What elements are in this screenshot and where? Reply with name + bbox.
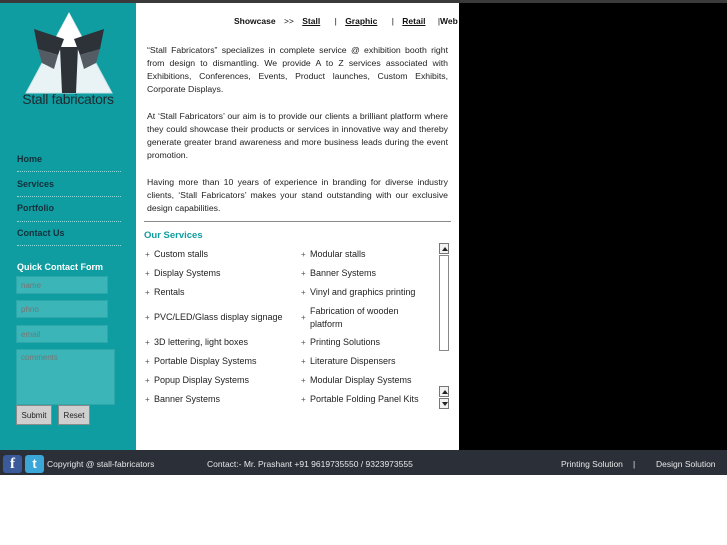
nav-divider	[17, 245, 121, 246]
nav-contact-us[interactable]: Contact Us	[17, 228, 65, 238]
link-separator: |	[334, 16, 337, 26]
scroll-thumb[interactable]	[439, 255, 449, 351]
copyright-text: Copyright @ stall-fabricators	[47, 459, 155, 469]
list-item: + Banner Systems	[145, 394, 221, 404]
arrow-up-icon	[442, 390, 448, 394]
right-blank-panel	[459, 3, 727, 450]
scroll-down-button[interactable]	[439, 398, 449, 409]
footer-separator: |	[633, 459, 636, 469]
bullet: +	[145, 288, 150, 297]
bullet: +	[145, 338, 150, 347]
bullet: +	[145, 250, 150, 259]
list-item: + PVC/LED/Glass display signage	[145, 312, 283, 322]
submit-button[interactable]: Submit	[16, 405, 52, 425]
bullet: +	[301, 288, 306, 297]
list-item: + Literature Dispensers	[301, 356, 396, 366]
list-item: + Banner Systems	[301, 268, 377, 278]
list-item: + Custom stalls	[145, 249, 209, 259]
list-item: + Printing Solutions	[301, 337, 381, 347]
arrows: >>	[283, 16, 294, 26]
main-content	[136, 3, 459, 450]
services-scrollbar[interactable]	[439, 243, 449, 409]
contact-text: Contact:- Mr. Prashant +91 9619735550 / 9323973555	[207, 459, 413, 469]
nav-services[interactable]: Services	[17, 179, 55, 189]
nav-home[interactable]: Home	[17, 154, 43, 164]
bullet: +	[301, 338, 306, 347]
web-link[interactable]: Web	[440, 16, 458, 26]
comments-textarea[interactable]	[16, 349, 115, 405]
bullet: +	[301, 250, 306, 259]
retail-link[interactable]: Retail	[402, 16, 426, 26]
top-links	[234, 16, 464, 26]
bullet: +	[145, 269, 150, 278]
phone-input[interactable]	[16, 300, 108, 318]
list-item: + 3D lettering, light boxes	[145, 337, 249, 347]
nav-portfolio[interactable]: Portfolio	[17, 203, 54, 213]
list-item: + Modular Display Systems	[301, 375, 412, 385]
sidebar	[0, 3, 136, 450]
bullet: +	[301, 357, 306, 366]
list-item: +Fabrication of wooden platform	[301, 306, 399, 329]
quick-contact-title: Quick Contact Form	[17, 262, 104, 272]
list-item: + Portable Display Systems	[145, 356, 257, 366]
arrow-up-icon	[442, 247, 448, 251]
showcase-label: Showcase	[234, 16, 276, 26]
stall-link[interactable]: Stall	[302, 16, 321, 26]
list-item: + Modular stalls	[301, 249, 366, 259]
nav-divider	[17, 171, 121, 172]
nav-divider	[17, 196, 121, 197]
list-item: + Portable Folding Panel Kits	[301, 394, 419, 404]
bullet: +	[301, 376, 306, 385]
scroll-up-button[interactable]	[439, 386, 449, 397]
name-input[interactable]	[16, 276, 108, 294]
design-solution-link[interactable]: Design Solution	[656, 459, 716, 469]
bullet: +	[145, 395, 150, 404]
logo-text: Stall fabricators	[22, 91, 114, 107]
link-separator: |	[391, 16, 394, 26]
scroll-up-button[interactable]	[439, 243, 449, 254]
printing-solution-link[interactable]: Printing Solution	[561, 459, 623, 469]
bullet: +	[301, 313, 306, 322]
link-separator: |	[437, 16, 441, 26]
section-divider	[144, 221, 451, 222]
facebook-icon[interactable]: f	[3, 455, 22, 473]
reset-button[interactable]: Reset	[58, 405, 90, 425]
list-item: + Display Systems	[145, 268, 221, 278]
list-item: + Vinyl and graphics printing	[301, 287, 416, 297]
bullet: +	[145, 376, 150, 385]
list-item: + Rentals	[145, 287, 185, 297]
arrow-down-icon	[442, 402, 448, 406]
bullet: +	[301, 395, 306, 404]
bullet: +	[145, 313, 150, 322]
email-input[interactable]	[16, 325, 108, 343]
aim-paragraph: At ‘Stall Fabricators’ our aim is to provide our clients a brilliant platform where they could showcase their products or services in innovative way and thereby generate greater brand awareness and more business leads during the event promotion.	[147, 111, 448, 160]
graphic-link[interactable]: Graphic	[345, 16, 378, 26]
experience-paragraph: Having more than 10 years of experience in branding for diverse industry clients, ‘Stall Fabricators’ makes your stand outstanding with our exclusive design capabilities.	[147, 177, 448, 213]
bullet: +	[301, 269, 306, 278]
list-item: + Popup Display Systems	[145, 375, 250, 385]
twitter-icon[interactable]: t	[25, 455, 44, 473]
intro-paragraph: “Stall Fabricators” specializes in complete service @ exhibition booth right from design to dismantling. We provide A to Z services associated with Exhibitions, Conferences, Events, Product launches, Custom Exhibits, Corporate Displays.	[147, 45, 448, 94]
footer	[0, 450, 727, 475]
bullet: +	[145, 357, 150, 366]
services-title: Our Services	[144, 230, 203, 241]
nav-divider	[17, 221, 121, 222]
